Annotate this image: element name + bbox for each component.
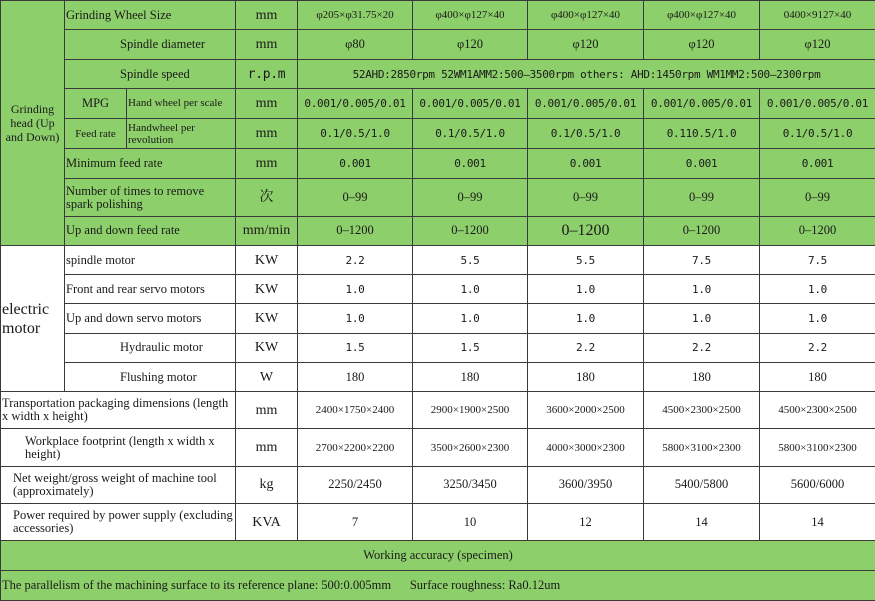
value-cell: 0.001 (760, 149, 875, 179)
unit-cell: mm (236, 429, 298, 466)
unit-cell: mm (236, 149, 298, 179)
spindle-speed-value: 52AHD:2850rpm 52WM1AMM2:500–3500rpm others: AHD:1450rpm WM1MM2:500–2300rpm (298, 60, 875, 88)
unit-cell: KW (236, 246, 298, 275)
row-label: Hydraulic motor (65, 333, 236, 362)
value-cell: 7.5 (644, 246, 760, 275)
value-cell: 14 (760, 504, 875, 541)
row-label: spindle motor (65, 246, 236, 275)
value-cell: 7 (298, 504, 413, 541)
value-cell: 0.1/0.5/1.0 (413, 118, 528, 148)
group-label-electric-motor: electric motor (1, 246, 65, 392)
value-cell: 0.001/0.005/0.01 (413, 88, 528, 118)
value-cell: 3600/3950 (528, 466, 644, 503)
unit-cell: mm/min (236, 216, 298, 245)
value-cell: 1.0 (298, 275, 413, 304)
row-label: Hand wheel per scale (127, 88, 236, 118)
value-cell: 2.2 (644, 333, 760, 362)
row-label: Net weight/gross weight of machine tool (approximately) (1, 466, 236, 503)
value-cell: 0.001/0.005/0.01 (528, 88, 644, 118)
accuracy-title: Working accuracy (specimen) (1, 541, 875, 570)
value-cell: 0–1200 (644, 216, 760, 245)
value-cell: 0–99 (298, 179, 413, 216)
value-cell: 4500×2300×2500 (760, 392, 875, 429)
value-cell: 2250/2450 (298, 466, 413, 503)
value-cell: φ400×φ127×40 (528, 1, 644, 30)
row-label: Workplace footprint (length x width x height) (1, 429, 236, 466)
row-grinding-wheel-size (1, 1, 875, 30)
value-cell: 180 (644, 362, 760, 391)
value-cell: 4000×3000×2300 (528, 429, 644, 466)
value-cell: 0–1200 (413, 216, 528, 245)
feed-rate-label: Feed rate (65, 118, 127, 148)
value-cell: 180 (760, 362, 875, 391)
value-cell: 7.5 (760, 246, 875, 275)
value-cell: 0.1/0.5/1.0 (528, 118, 644, 148)
value-cell: φ80 (298, 30, 413, 60)
unit-cell: 次 (236, 179, 298, 216)
value-cell: 5800×3100×2300 (644, 429, 760, 466)
value-cell: 1.0 (528, 304, 644, 333)
row-label: Number of times to remove spark polishing (65, 179, 236, 216)
row-spindle-motor (1, 246, 875, 275)
row-label: Up and down servo motors (65, 304, 236, 333)
value-cell: 3600×2000×2500 (528, 392, 644, 429)
group-label-grinding-head: Grinding head (Up and Down) (1, 1, 65, 246)
unit-cell: KW (236, 275, 298, 304)
unit-cell: KW (236, 304, 298, 333)
value-cell: 10 (413, 504, 528, 541)
value-cell: 3250/3450 (413, 466, 528, 503)
value-cell: 180 (298, 362, 413, 391)
value-cell: 1.0 (644, 275, 760, 304)
value-cell: 5400/5800 (644, 466, 760, 503)
mpg-label: MPG (65, 88, 127, 118)
value-cell: 0–1200 (760, 216, 875, 245)
unit-cell: KW (236, 333, 298, 362)
value-cell: 0.1/0.5/1.0 (760, 118, 875, 148)
value-cell: 12 (528, 504, 644, 541)
value-cell: 3500×2600×2300 (413, 429, 528, 466)
value-cell: 0–1200 (298, 216, 413, 245)
value-cell: 0.001/0.005/0.01 (644, 88, 760, 118)
value-cell: 4500×2300×2500 (644, 392, 760, 429)
value-cell: 2.2 (528, 333, 644, 362)
row-workplace-footprint (1, 429, 875, 466)
value-cell: 5.5 (528, 246, 644, 275)
value-cell: 1.5 (298, 333, 413, 362)
row-label: Front and rear servo motors (65, 275, 236, 304)
row-label: Grinding Wheel Size (65, 1, 236, 30)
row-up-down-feed-rate (1, 216, 875, 245)
value-cell: 2900×1900×2500 (413, 392, 528, 429)
unit-cell: kg (236, 466, 298, 503)
value-cell: 1.0 (528, 275, 644, 304)
value-cell: 2.2 (760, 333, 875, 362)
row-up-down-servo (1, 304, 875, 333)
unit-cell: mm (236, 30, 298, 60)
row-flushing-motor (1, 362, 875, 391)
value-cell: φ205×φ31.75×20 (298, 1, 413, 30)
value-cell: 0.001/0.005/0.01 (760, 88, 875, 118)
row-minimum-feed-rate (1, 149, 875, 179)
row-label: Up and down feed rate (65, 216, 236, 245)
unit-cell: KVA (236, 504, 298, 541)
value-cell: 180 (413, 362, 528, 391)
row-label: Transportation packaging dimensions (length x width x height) (1, 392, 236, 429)
value-cell: 0400×9127×40 (760, 1, 875, 30)
value-cell: 0.001 (298, 149, 413, 179)
value-cell: 0.001/0.005/0.01 (298, 88, 413, 118)
accuracy-note: The parallelism of the machining surface to its reference plane: 500:0.005mm Surface roughness: Ra0.12um (1, 570, 875, 600)
row-handwheel-per-revolution (1, 118, 875, 148)
unit-cell: r.p.m (236, 60, 298, 88)
value-cell: 1.0 (413, 304, 528, 333)
value-cell: 1.0 (760, 275, 875, 304)
row-spark-polishing (1, 179, 875, 216)
unit-cell: mm (236, 1, 298, 30)
value-cell: 0.110.5/1.0 (644, 118, 760, 148)
value-cell: 2700×2200×2200 (298, 429, 413, 466)
value-cell: 1.0 (644, 304, 760, 333)
row-label: Handwheel per revolution (127, 118, 236, 148)
value-cell: 0–99 (644, 179, 760, 216)
value-cell: 0–99 (413, 179, 528, 216)
row-transport-dimensions (1, 392, 875, 429)
row-hand-wheel-per-scale (1, 88, 875, 118)
value-cell: 0.001 (413, 149, 528, 179)
row-accuracy-note (1, 570, 875, 600)
value-cell: 14 (644, 504, 760, 541)
row-label: Spindle diameter (65, 30, 236, 60)
value-cell: 0–1200 (528, 216, 644, 245)
value-cell: φ400×φ127×40 (644, 1, 760, 30)
row-spindle-diameter (1, 30, 875, 60)
row-label: Flushing motor (65, 362, 236, 391)
value-cell: φ120 (528, 30, 644, 60)
value-cell: 1.0 (760, 304, 875, 333)
row-label: Minimum feed rate (65, 149, 236, 179)
value-cell: 5.5 (413, 246, 528, 275)
value-cell: 5600/6000 (760, 466, 875, 503)
row-weight (1, 466, 875, 503)
value-cell: φ120 (760, 30, 875, 60)
row-label: Spindle speed (65, 60, 236, 88)
value-cell: 2.2 (298, 246, 413, 275)
value-cell: 0–99 (760, 179, 875, 216)
unit-cell: mm (236, 118, 298, 148)
value-cell: 1.5 (413, 333, 528, 362)
value-cell: 1.0 (298, 304, 413, 333)
unit-cell: mm (236, 392, 298, 429)
value-cell: 0.001 (528, 149, 644, 179)
value-cell: 1.0 (413, 275, 528, 304)
value-cell: φ120 (644, 30, 760, 60)
row-power-required (1, 504, 875, 541)
value-cell: φ120 (413, 30, 528, 60)
row-spindle-speed (1, 60, 875, 88)
row-accuracy-title (1, 541, 875, 570)
value-cell: 5800×3100×2300 (760, 429, 875, 466)
value-cell: 0–99 (528, 179, 644, 216)
value-cell: 0.1/0.5/1.0 (298, 118, 413, 148)
unit-cell: mm (236, 88, 298, 118)
value-cell: φ400×φ127×40 (413, 1, 528, 30)
value-cell: 0.001 (644, 149, 760, 179)
value-cell: 2400×1750×2400 (298, 392, 413, 429)
unit-cell: W (236, 362, 298, 391)
row-front-rear-servo (1, 275, 875, 304)
row-label: Power required by power supply (excluding accessories) (1, 504, 236, 541)
row-hydraulic-motor (1, 333, 875, 362)
value-cell: 180 (528, 362, 644, 391)
